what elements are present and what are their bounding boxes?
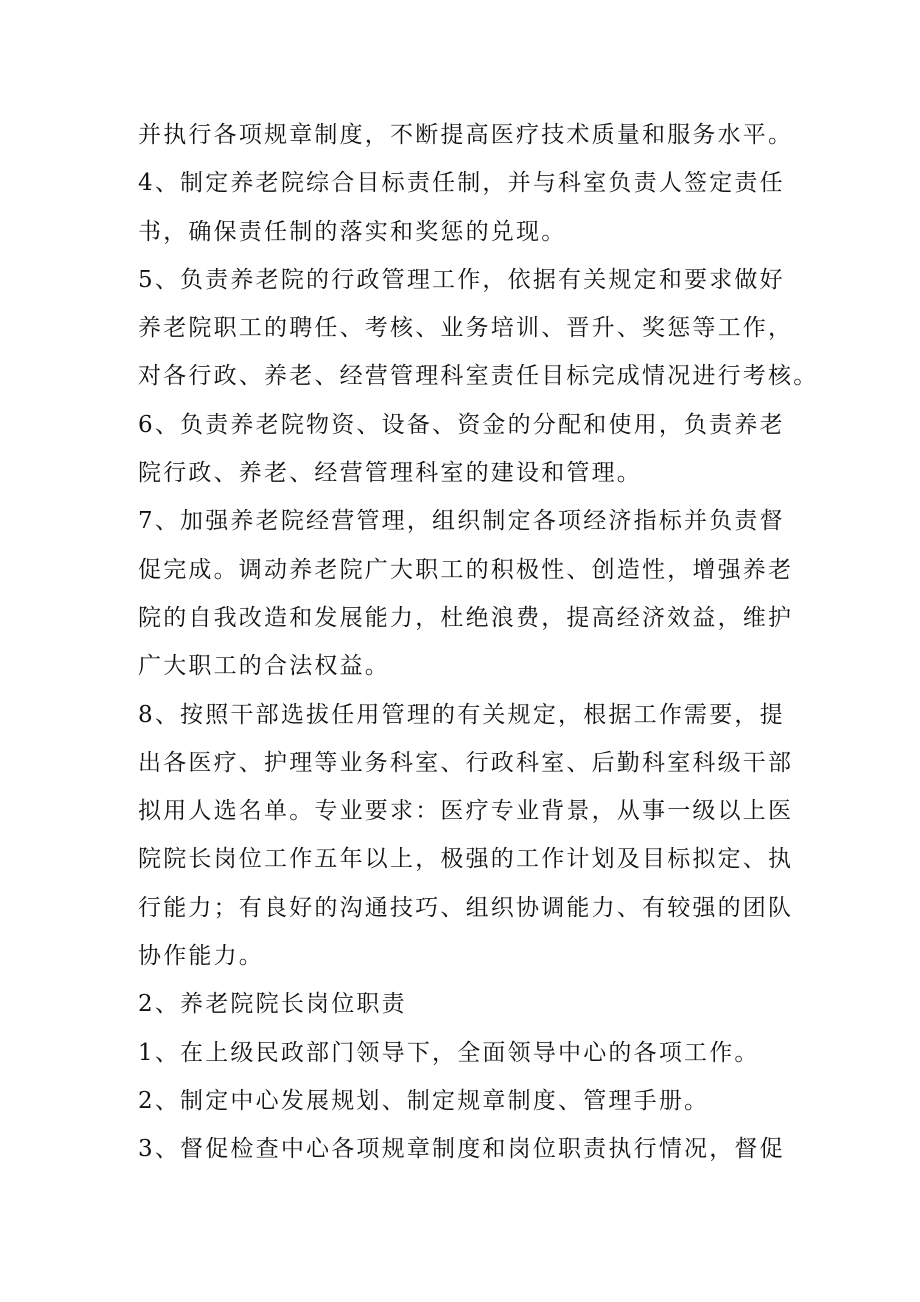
text-line: 拟用人选名单。专业要求：医疗专业背景，从事一级以上医 <box>138 798 794 825</box>
text-line: 对各行政、养老、经营管理科室责任目标完成情况进行考核。 <box>138 363 819 390</box>
text-line: 书，确保责任制的落实和奖惩的兑现。 <box>138 218 567 245</box>
text-line: 8、按照干部选拔任用管理的有关规定，根据工作需要，提 <box>138 701 785 728</box>
section-heading: 2、养老院院长岗位职责 <box>138 991 407 1018</box>
text-line: 2、制定中心发展规划、制定规章制度、管理手册。 <box>138 1087 710 1114</box>
text-line: 院行政、养老、经营管理科室的建设和管理。 <box>138 460 642 487</box>
text-line: 5、负责养老院的行政管理工作，依据有关规定和要求做好 <box>138 266 785 293</box>
text-line: 养老院职工的聘任、考核、业务培训、晋升、奖惩等工作， <box>138 315 794 342</box>
text-line: 出各医疗、护理等业务科室、行政科室、后勤科室科级干部 <box>138 749 794 776</box>
text-line: 促完成。调动养老院广大职工的积极性、创造性，增强养老 <box>138 556 794 583</box>
text-line: 广大职工的合法权益。 <box>138 653 390 680</box>
text-line: 4、制定养老院综合目标责任制，并与科室负责人签定责任 <box>138 170 785 197</box>
text-line: 3、督促检查中心各项规章制度和岗位职责执行情况，督促 <box>138 1136 785 1163</box>
text-line: 1、在上级民政部门领导下，全面领导中心的各项工作。 <box>138 1039 760 1066</box>
text-line: 协作能力。 <box>138 943 264 970</box>
text-line: 7、加强养老院经营管理，组织制定各项经济指标并负责督 <box>138 508 785 535</box>
text-line: 6、负责养老院物资、设备、资金的分配和使用，负责养老 <box>138 411 785 438</box>
text-line: 行能力；有良好的沟通技巧、组织协调能力、有较强的团队 <box>138 894 794 921</box>
document-body <box>138 111 818 1174</box>
text-line: 并执行各项规章制度，不断提高医疗技术质量和服务水平。 <box>138 122 794 148</box>
text-line: 院的自我改造和发展能力，杜绝浪费，提高经济效益，维护 <box>138 604 794 631</box>
text-line: 院院长岗位工作五年以上，极强的工作计划及目标拟定、执 <box>138 846 794 873</box>
